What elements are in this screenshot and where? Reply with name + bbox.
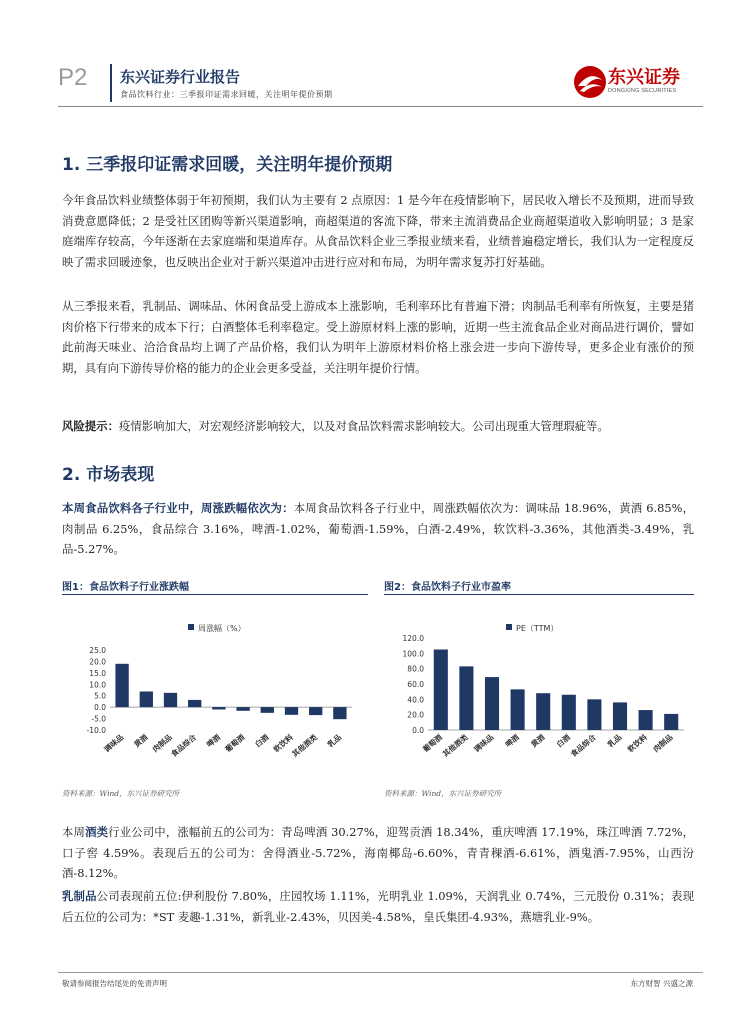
x-tick-label: 其他酒类 xyxy=(290,732,319,759)
liquor-text: 行业公司中，涨幅前五的公司为：青岛啤酒 30.27%，迎驾贡酒 18.34%，重庆啤酒 17.19%，珠江啤酒 7.72%，口子窖 4.59%。表现后五的公司为：舍得酒业-5.72%，海南椰岛-6.60%，青青稞酒-6.61%，酒鬼酒-7.95%，山西汾酒-8.12%。 xyxy=(62,825,694,880)
bar xyxy=(236,707,249,711)
x-tick-label: 白酒 xyxy=(554,732,573,750)
page-number: P2 xyxy=(58,64,88,91)
y-tick-label: 15.0 xyxy=(89,668,106,678)
x-tick-label: 调味品 xyxy=(472,732,496,754)
legend-label: PE（TTM） xyxy=(516,624,559,633)
legend-label: 周涨幅（%） xyxy=(198,624,246,633)
footer-disclaimer: 敬请参阅报告结尾处的免责声明 xyxy=(62,979,167,988)
x-tick-label: 葡萄酒 xyxy=(421,732,445,754)
x-tick-label: 啤酒 xyxy=(503,732,521,750)
footer-rule xyxy=(58,972,703,973)
y-tick-label: -5.0 xyxy=(91,714,106,724)
x-tick-label: 食品综合 xyxy=(568,732,598,759)
bar xyxy=(164,693,177,707)
y-tick-label: 40.0 xyxy=(407,695,424,705)
x-tick-label: 葡萄酒 xyxy=(223,732,247,754)
bar xyxy=(188,700,201,707)
liquor-pre: 本周 xyxy=(62,825,86,839)
x-tick-label: 食品综合 xyxy=(169,732,198,759)
y-tick-label: 60.0 xyxy=(407,680,424,689)
logo-text-cn: 东兴证券 xyxy=(608,67,680,88)
bar xyxy=(587,699,601,730)
bar xyxy=(639,710,653,730)
bar xyxy=(140,691,153,707)
x-tick-label: 黄酒 xyxy=(529,732,547,750)
risk-text: 疫情影响加大，对宏观经济影响较大，以及对食品饮料需求影响较大。公司出现重大管理瑕疵等。 xyxy=(118,419,609,433)
x-tick-label: 肉制品 xyxy=(150,732,174,754)
x-tick-label: 软饮料 xyxy=(271,732,295,754)
logo-text-en: DONGXING SECURITIES xyxy=(608,88,677,94)
x-tick-label: 啤酒 xyxy=(204,732,223,750)
legend xyxy=(188,623,246,633)
figure1-rule xyxy=(62,594,368,595)
y-tick-label: 0.0 xyxy=(94,703,106,713)
y-tick-label: 0.0 xyxy=(412,726,424,735)
figure1-title: 图1：食品饮料子行业涨跌幅 xyxy=(62,582,189,593)
legend-swatch xyxy=(188,624,194,630)
bar xyxy=(664,714,678,730)
section2-lead-text: 本周食品饮料各子行业中，周涨跌幅依次为：调味品 18.96%，黄酒 6.85%，肉制品 6.25%，食品综合 3.16%，啤酒-1.02%，葡萄酒-1.59%，白酒-2.49%，软饮料-3.36%，其他酒类-3.49%，乳品-5.27%。 xyxy=(62,501,694,556)
section1-paragraph-1: 今年食品饮料业绩整体弱于年初预期，我们认为主要有 2 点原因：1 是今年在疫情影响下，居民收入增长不及预期，进而导致消费意愿降低；2 是受社区团购等新兴渠道影响，商超渠道的客流下降，带来主流消费品企业商超渠道收入影响明显；3 是家庭端库存较高，今年逐渐在去家庭端和渠道库存。从食品饮料企业三季报业绩来看，业绩普遍稳定增长，我们认为一定程度反映了需求回暖迹象，也反映出企业对于新兴渠道冲击进行应对和布局，为明年需求复苏打好基础。 xyxy=(62,193,694,269)
y-tick-label: -10.0 xyxy=(86,726,106,735)
x-tick-label: 肉制品 xyxy=(651,732,675,754)
figure1-source: 资料来源：Wind，东兴证券研究所 xyxy=(62,789,180,798)
x-tick-label: 乳品 xyxy=(606,732,624,750)
legend xyxy=(506,624,558,633)
dairy-paragraph xyxy=(62,886,694,927)
y-tick-label: 20.0 xyxy=(89,657,106,667)
section2-heading: 2. 市场表现 xyxy=(62,465,155,485)
x-tick-label: 黄酒 xyxy=(132,732,150,750)
report-title: 东兴证券行业报告 xyxy=(120,68,241,86)
bar xyxy=(459,666,473,730)
risk-label: 风险提示： xyxy=(62,419,119,433)
section2-lead-bold: 本周食品饮料各子行业中，周涨跌幅依次为： xyxy=(62,501,294,515)
footer-slogan: 东方财智 兴盛之源 xyxy=(630,979,693,988)
figure2-source: 资料来源：Wind，东兴证券研究所 xyxy=(384,789,502,798)
report-subtitle: 食品饮料行业：三季报印证需求回暖，关注明年提价预期 xyxy=(120,90,333,99)
figure2-chart xyxy=(384,600,694,780)
y-tick-label: 10.0 xyxy=(89,680,106,690)
y-tick-label: 5.0 xyxy=(94,691,106,701)
x-tick-label: 乳品 xyxy=(325,732,344,750)
bar xyxy=(511,689,525,730)
figure1-chart xyxy=(62,600,368,780)
bar xyxy=(536,693,550,730)
bar xyxy=(261,707,274,713)
liquor-bold: 酒类 xyxy=(85,825,109,839)
x-tick-label: 白酒 xyxy=(253,732,271,750)
section1-paragraph-2: 从三季报来看，乳制品、调味品、休闲食品受上游成本上涨影响，毛利率环比有普遍下滑；肉制品毛利率有所恢复，主要是猪肉价格下行带来的成本下行；白酒整体毛利率稳定。受上游原材料上涨的影响，近期一些主流食品企业对商品进行调价，譬如此前海天味业、洽洽食品均上调了产品价格，我们认为明年上游原材料价格上涨会进一步向下游传导，更多企业有涨价的预期，具有向下游传导价格的能力的企业会更多受益，关注明年提价行情。 xyxy=(62,299,694,375)
figure2-rule xyxy=(384,594,694,595)
legend-swatch xyxy=(506,624,512,630)
y-tick-label: 20.0 xyxy=(407,710,424,720)
bar xyxy=(613,702,627,730)
liquor-paragraph xyxy=(62,822,694,884)
header-rule xyxy=(58,106,703,107)
bar xyxy=(212,707,225,709)
y-tick-label: 120.0 xyxy=(402,634,424,643)
x-tick-label: 软饮料 xyxy=(625,732,649,754)
y-tick-label: 100.0 xyxy=(402,649,424,659)
header-divider xyxy=(110,64,112,102)
bar xyxy=(285,707,298,715)
bar xyxy=(485,677,499,730)
x-tick-label: 其他酒类 xyxy=(440,732,470,759)
section2-lead xyxy=(62,498,694,560)
bar xyxy=(434,650,448,731)
dairy-text: 公司表现前五位:伊利股份 7.80%，庄园牧场 1.11%，光明乳业 1.09%，天润乳业 0.74%，三元股份 0.31%；表现后五位的公司为：*ST 麦趣-1.31%，新乳业-2.43%，贝因美-4.58%，皇氏集团-4.93%，燕塘乳业-9%。 xyxy=(62,889,694,924)
section1-heading: 1. 三季报印证需求回暖，关注明年提价预期 xyxy=(62,155,393,175)
x-tick-label: 调味品 xyxy=(102,732,126,754)
bar xyxy=(562,695,576,730)
bar xyxy=(309,707,322,715)
bar xyxy=(333,707,346,719)
bar xyxy=(115,664,128,707)
dairy-bold: 乳制品 xyxy=(62,889,97,903)
y-tick-label: 80.0 xyxy=(407,664,424,674)
risk-warning xyxy=(62,416,694,437)
y-tick-label: 25.0 xyxy=(89,646,106,655)
figure2-title: 图2：食品饮料子行业市盈率 xyxy=(384,582,511,593)
